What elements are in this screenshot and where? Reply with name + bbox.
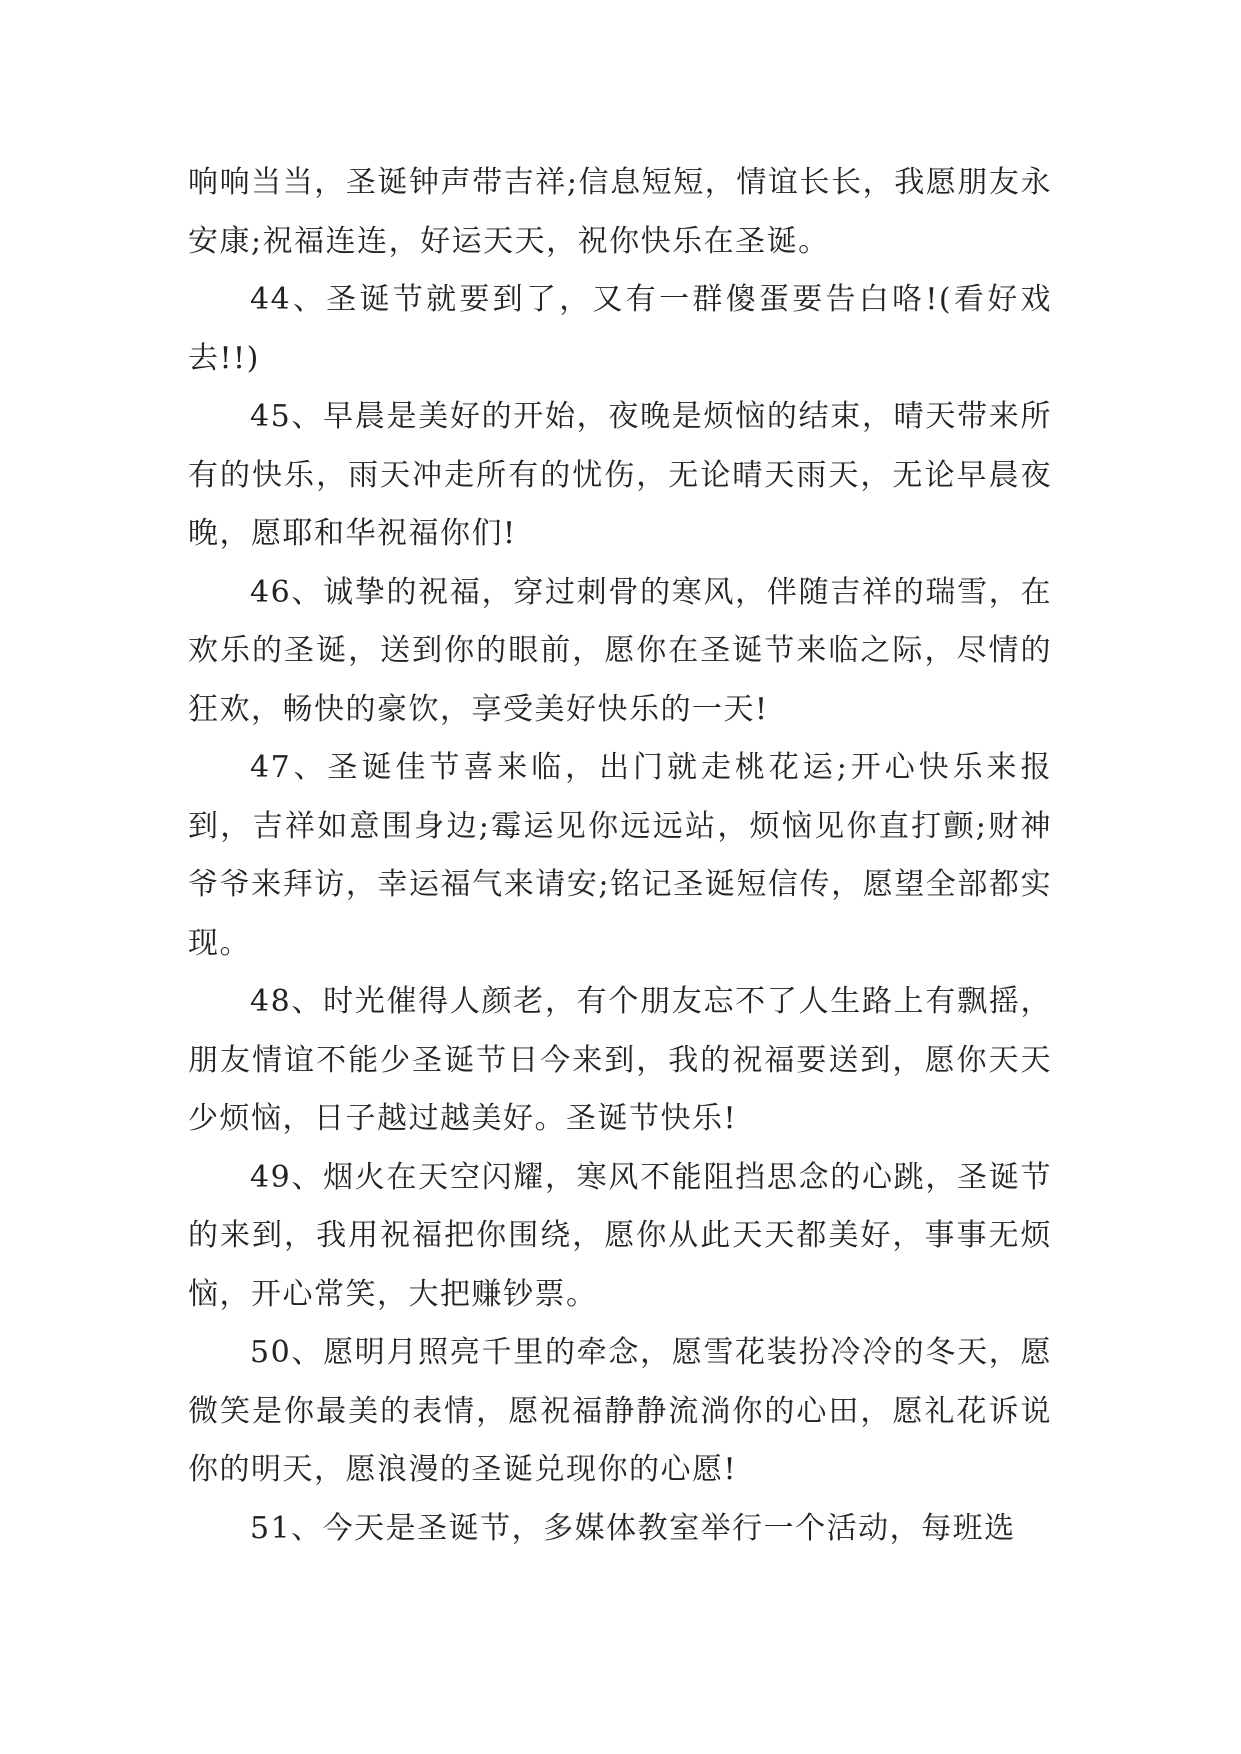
paragraph-47: 47、圣诞佳节喜来临，出门就走桃花运;开心快乐来报到，吉祥如意围身边;霉运见你远远站，烦恼见你直打颤;财神爷爷来拜访，幸运福气来请安;铭记圣诞短信传，愿望全部都实现。 bbox=[188, 750, 1052, 961]
paragraph-46: 46、诚挚的祝福，穿过刺骨的寒风，伴随吉祥的瑞雪，在欢乐的圣诞，送到你的眼前，愿你在圣诞节来临之际，尽情的狂欢，畅快的豪饮，享受美好快乐的一天! bbox=[188, 574, 1052, 727]
paragraph-43-continued: 响响当当，圣诞钟声带吉祥;信息短短，情谊长长，我愿朋友永安康;祝福连连，好运天天，祝你快乐在圣诞。 bbox=[188, 165, 1052, 259]
paragraph-49: 49、烟火在天空闪耀，寒风不能阻挡思念的心跳，圣诞节的来到，我用祝福把你围绕，愿你从此天天都美好，事事无烦恼，开心常笑，大把赚钞票。 bbox=[188, 1159, 1052, 1312]
paragraph-44: 44、圣诞节就要到了，又有一群傻蛋要告白咯!(看好戏去!!) bbox=[188, 282, 1052, 376]
paragraph-45: 45、早晨是美好的开始，夜晚是烦恼的结束，晴天带来所有的快乐，雨天冲走所有的忧伤，无论晴天雨天，无论早晨夜晚，愿耶和华祝福你们! bbox=[188, 399, 1052, 551]
paragraph-48: 48、时光催得人颜老，有个朋友忘不了人生路上有飘摇，朋友情谊不能少圣诞节日今来到，我的祝福要送到，愿你天天少烦恼，日子越过越美好。圣诞节快乐! bbox=[188, 984, 1052, 1136]
paragraph-50: 50、愿明月照亮千里的牵念，愿雪花装扮冷冷的冬天，愿微笑是你最美的表情，愿祝福静静流淌你的心田，愿礼花诉说你的明天，愿浪漫的圣诞兑现你的心愿! bbox=[188, 1335, 1052, 1487]
paragraph-51: 51、今天是圣诞节，多媒体教室举行一个活动，每班选 bbox=[250, 1510, 1016, 1546]
document-body bbox=[188, 154, 1052, 1558]
